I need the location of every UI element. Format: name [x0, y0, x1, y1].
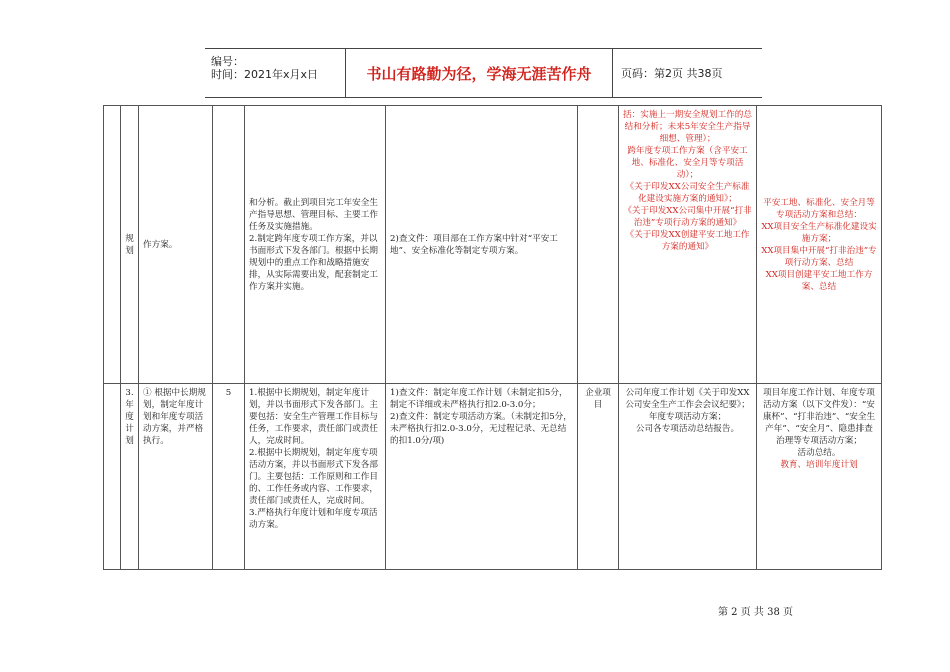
- header-bottom-rule: [205, 97, 762, 98]
- page-header: [205, 48, 762, 98]
- doc-line: 括：实施上一期安全规划工作的总结和分析；未来5年安全生产指导细想、管理）；: [623, 110, 752, 144]
- header-divider: [345, 48, 346, 98]
- level-text: 企业项目: [585, 388, 611, 410]
- requirement-text: 3.严格执行年度计划和年度专项活动方案。: [249, 508, 378, 530]
- doc-line: 公司年度工作计划《关于印发XX公司安全生产工作会会议纪要》；: [625, 388, 750, 410]
- doc-line: XX项目安全生产标准化建设实施方案；: [761, 221, 877, 244]
- page-footer: 第 2 页 共 38 页: [718, 607, 793, 618]
- method-cell: [386, 106, 578, 384]
- level-cell: [578, 106, 619, 384]
- item-cell: [139, 106, 213, 384]
- score-cell: [213, 384, 245, 570]
- doc-line: 教育、培训年度计划: [780, 460, 858, 470]
- assessment-table: [103, 105, 882, 570]
- doc-line: XX项目集中开展“打非治违”专项行动方案、总结: [761, 245, 877, 268]
- header-page-number: 页码：第2页 共38页: [621, 67, 723, 80]
- project-docs-cell: [757, 384, 882, 570]
- method-text: 2)查文件：项目部在工作方案中针对“平安工地”、安全标准化等制定专项方案。: [390, 233, 558, 256]
- requirements-cell: [245, 384, 386, 570]
- doc-line: 《关于印发XX公司安全生产标准化建设实施方案的通知》；: [625, 182, 750, 204]
- score-value: 5: [225, 388, 232, 398]
- doc-line: 公司各专项活动总结报告。: [635, 424, 740, 434]
- header-divider: [612, 48, 613, 98]
- doc-line: 项目年度工作计划、年度专项活动方案（以下文件发）：“安康杯”、“打非治违”、“安全生产年”、“安全月”、隐患排查治理等专项活动方案；: [762, 388, 876, 446]
- company-docs-cell: [619, 384, 757, 570]
- method-text: 1)查文件：制定年度工作计划（未制定扣5分，制定不详细或未严格执行扣2.0-3.0分；: [390, 388, 568, 410]
- doc-line: 活动总结。: [797, 448, 841, 458]
- document-code-label: 编号：: [211, 55, 244, 68]
- category-cell: [104, 106, 121, 384]
- header-motto: 书山有路勤为径，学海无涯苦作舟: [366, 65, 592, 83]
- doc-line: XX项目创建平安工地工作方案、总结: [765, 269, 873, 292]
- category-cell: [104, 384, 121, 570]
- method-cell: [386, 384, 578, 570]
- doc-line: 跨年度专项工作方案（含平安工地、标准化、安全月等专项活动）；: [627, 146, 748, 180]
- company-docs-cell: [619, 106, 757, 384]
- table-row: [104, 384, 882, 570]
- header-top-rule: [205, 48, 762, 49]
- project-docs-cell: [757, 106, 882, 384]
- section-cell: [121, 106, 139, 384]
- doc-line: 《关于印发XX创建平安工地工作方案的通知》: [625, 230, 750, 252]
- requirement-text: 1.根据中长期规划，制定年度计划，并以书面形式下发各部门。主要包括：安全生产管理工作目标与任务，工作要求，责任部门或责任人，完成时间。: [249, 388, 378, 446]
- item-text: ① 根据中长期规划，制定年度计划和年度专项活动方案，并严格执行。: [143, 388, 206, 446]
- section-cell: [121, 384, 139, 570]
- doc-line: 《关于印发XX公司集中开展“打非治违”专项行动方案的通知》: [623, 206, 752, 228]
- section-label: 规划: [125, 233, 134, 256]
- method-text: 2)查文件：制定专项活动方案。（未制定扣5分，未严格执行扣2.0-3.0分，无过程记录、无总结的扣1.0分/项): [390, 412, 572, 446]
- section-label: 3.年度计划: [125, 388, 134, 446]
- item-text: 作方案。: [143, 239, 178, 250]
- doc-line: 年度专项活动方案；: [648, 412, 727, 422]
- requirements-cell: [245, 106, 386, 384]
- doc-line: 平安工地、标准化、安全月等专项活动方案和总结：: [763, 197, 875, 220]
- requirement-text: 2.制定跨年度专项工作方案，并以书面形式下发各部门。根据中长期规划中的重点工作和战略措施安排，从实际需要出发，配套制定工作方案并实施。: [249, 233, 378, 292]
- level-cell: [578, 384, 619, 570]
- document-time-label: 时间：2021年x月x日: [211, 68, 319, 81]
- table-row: [104, 106, 882, 384]
- item-cell: [139, 384, 213, 570]
- score-cell: [213, 106, 245, 384]
- requirement-text: 2.根据中长期规划，制定年度专项活动方案，并以书面形式下发各部门。主要包括：工作原则和工作目的、工作任务或内容、工作要求，责任部门或责任人，完成时间。: [249, 448, 378, 506]
- requirement-text: 和分析。截止到项目完工年安全生产指导思想、管理目标、主要工作任务及实施措施。: [249, 197, 378, 232]
